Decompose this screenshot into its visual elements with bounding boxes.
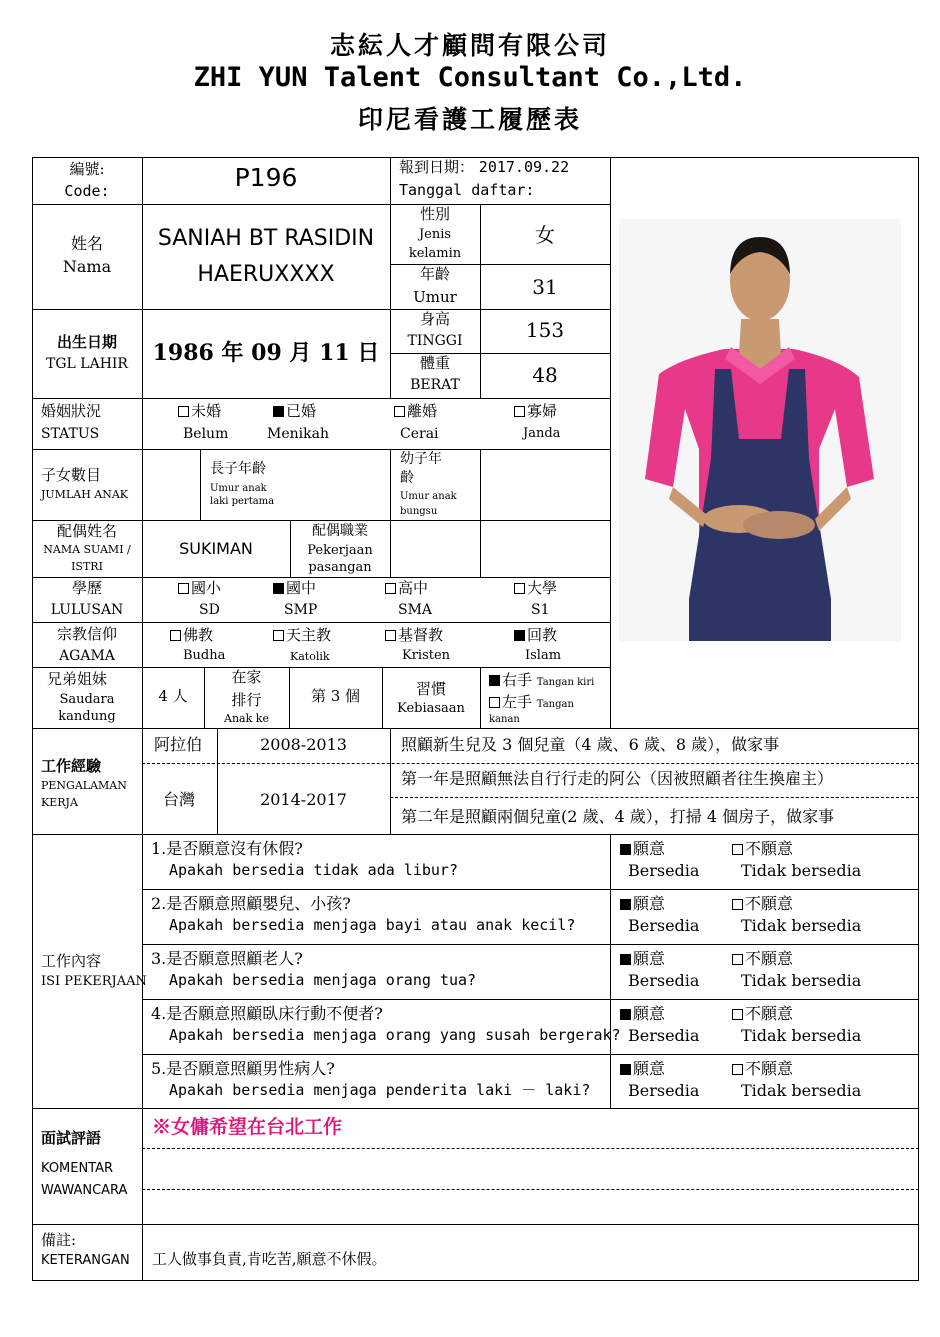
name-label-zh: 姓名: [70, 234, 103, 253]
checkbox-icon: [178, 583, 189, 594]
checkbox-icon: [385, 630, 396, 641]
question-text-zh: 4.是否願意照顧臥床行動不便者?: [151, 1004, 383, 1023]
option-label: 願意: [633, 949, 666, 968]
option-label: 不願意: [745, 949, 794, 968]
code-value: P196: [234, 163, 298, 192]
remarks-label-id: KETERANGAN: [41, 1253, 130, 1268]
education-option-smp-id: SMP: [284, 602, 318, 618]
option-label: 離婚: [407, 402, 438, 420]
question-yes-label-id: Bersedia: [628, 861, 700, 880]
marital-option-divorced[interactable]: [394, 403, 437, 420]
question-no-option[interactable]: [732, 1060, 793, 1078]
question-yes-label-id: Bersedia: [628, 1081, 700, 1100]
habit-left-hand-id-2: kanan: [489, 714, 520, 725]
religion-label-zh: 宗教信仰: [56, 625, 117, 643]
option-label: 已婚: [286, 402, 317, 420]
question-text-id: Apakah bersedia menjaga orang tua?: [169, 971, 477, 989]
education-option-sma[interactable]: [385, 580, 428, 597]
applicant-photo: [619, 219, 901, 641]
education-label-zh: 學歷: [71, 579, 102, 597]
marital-label-id: STATUS: [41, 426, 100, 442]
checkbox-icon: [178, 406, 189, 417]
marital-label-zh: 婚姻狀況: [41, 402, 102, 420]
spouse-label-id-2: ISTRI: [71, 560, 103, 573]
habit-left-hand-option[interactable]: [489, 694, 574, 711]
gender-label-id-2: kelamin: [408, 246, 462, 261]
marital-option-married[interactable]: [273, 403, 316, 420]
option-label: 右手: [502, 671, 533, 689]
weight-value: 48: [532, 363, 558, 387]
height-label-zh: 身高: [419, 310, 450, 328]
remarks-label-zh: 備註:: [41, 1231, 77, 1249]
question-no-option[interactable]: [732, 1005, 793, 1023]
sibling-order-label-zh-2: 排行: [231, 691, 262, 709]
experience-duty-2b: 第二年是照顧兩個兒童(2 歲、4 歲），打掃 4 個房子，做家事: [401, 807, 835, 826]
checkbox-checked-icon: [620, 1009, 631, 1020]
option-label: 國小: [191, 579, 222, 597]
eldest-age-label-id-1: Umur anak: [210, 483, 267, 494]
religion-option-kristen[interactable]: [385, 627, 443, 644]
spouse-label-zh: 配偶姓名: [56, 522, 117, 540]
marital-option-widowed[interactable]: [514, 403, 557, 420]
education-option-sd-id: SD: [199, 602, 220, 618]
experience-duty-2a: 第一年是照顧無法自行行走的阿公（因被照顧者往生換雇主）: [401, 769, 834, 788]
option-label-id: Tangan: [536, 699, 574, 710]
habit-label-id: Kebiasaan: [397, 701, 465, 716]
question-yes-option[interactable]: [620, 1060, 665, 1078]
question-text-zh: 1.是否願意沒有休假?: [151, 839, 303, 858]
report-date-label-zh: 報到日期：: [399, 158, 475, 176]
option-label: 未婚: [191, 402, 222, 420]
question-no-option[interactable]: [732, 840, 793, 858]
option-label: 不願意: [745, 1004, 794, 1023]
question-no-label-id: Tidak bersedia: [741, 1081, 862, 1100]
religion-option-islam[interactable]: [514, 627, 557, 644]
religion-label-id: AGAMA: [59, 648, 115, 664]
checkbox-icon: [514, 583, 525, 594]
option-label: 天主教: [286, 626, 332, 644]
birth-label-id: TGL LAHIR: [46, 356, 128, 372]
education-option-s1-id: S1: [531, 602, 550, 618]
habit-right-hand-option[interactable]: [489, 672, 594, 689]
religion-option-islam-id: Islam: [525, 648, 562, 663]
interview-label-zh: 面試評語: [41, 1129, 102, 1147]
experience-country-2: 台灣: [163, 790, 196, 809]
religion-option-kristen-id: Kristen: [402, 648, 451, 663]
education-label-id: LULUSAN: [50, 602, 124, 618]
sibling-order-label-zh-1: 在家: [231, 668, 262, 686]
sibling-order-value: 第 3 個: [310, 687, 361, 705]
question-yes-option[interactable]: [620, 840, 665, 858]
habit-label-zh: 習慣: [415, 680, 446, 698]
question-no-label-id: Tidak bersedia: [741, 971, 862, 990]
siblings-label-id-2: kandung: [58, 709, 116, 724]
name-line-2: HAERUXXXX: [197, 262, 335, 287]
code-label-id: Code:: [64, 182, 110, 200]
name-line-1: SANIAH BT RASIDIN: [157, 226, 375, 251]
education-option-sma-id: SMA: [398, 602, 433, 618]
education-option-sd[interactable]: [178, 580, 221, 597]
marital-option-divorced-id: Cerai: [400, 426, 439, 442]
marital-option-married-id: Menikah: [267, 426, 329, 442]
marital-option-unmarried[interactable]: [178, 403, 221, 420]
youngest-age-label-id-2: bungsu: [400, 506, 438, 517]
experience-duty-1: 照顧新生兒及 3 個兒童（4 歲、6 歲、8 歲），做家事: [401, 735, 780, 754]
question-text-zh: 2.是否願意照顧嬰兒、小孩?: [151, 894, 351, 913]
youngest-age-label-zh-1: 幼子年: [400, 451, 442, 467]
checkbox-icon: [732, 844, 743, 855]
interview-label-id-2: WAWANCARA: [41, 1183, 128, 1198]
question-yes-option[interactable]: [620, 950, 665, 968]
gender-value: 女: [535, 223, 555, 247]
question-text-id: Apakah bersedia menjaga penderita laki － laki?: [169, 1081, 591, 1099]
option-label: 佛教: [183, 626, 214, 644]
report-date-label: [399, 159, 569, 176]
religion-option-katolik-id: Katolik: [290, 650, 330, 663]
weight-label-zh: 體重: [419, 354, 450, 372]
option-label: 願意: [633, 839, 666, 858]
option-label: 願意: [633, 1059, 666, 1078]
children-label-zh: 子女數目: [41, 466, 102, 484]
option-label: 願意: [633, 894, 666, 913]
company-name-zh: 志紜人才顧問有限公司: [329, 31, 610, 60]
gender-label-id-1: Jenis: [418, 227, 452, 242]
option-label: 不願意: [745, 894, 794, 913]
option-label: 回教: [527, 626, 558, 644]
religion-option-budha-id: Budha: [183, 648, 226, 663]
company-name-en: ZHI YUN Talent Consultant Co.,Ltd.: [193, 62, 747, 93]
checkbox-checked-icon: [620, 954, 631, 965]
eldest-age-label-id-2: laki pertama: [210, 496, 275, 507]
age-label-zh: 年齡: [419, 265, 450, 283]
option-label-id: Tangan kiri: [536, 677, 595, 688]
option-label: 基督教: [398, 626, 444, 644]
children-label-id: JUMLAH ANAK: [41, 488, 129, 501]
marital-option-unmarried-id: Belum: [183, 426, 229, 442]
question-no-option[interactable]: [732, 895, 793, 913]
option-label: 寡婦: [527, 402, 558, 420]
checkbox-icon: [732, 1064, 743, 1075]
document-title: 印尼看護工履歷表: [357, 105, 582, 134]
siblings-label-zh: 兄弟姐妹: [46, 670, 107, 688]
question-no-label-id: Tidak bersedia: [741, 1026, 862, 1045]
eldest-age-label-zh: 長子年齡: [210, 461, 266, 477]
age-value: 31: [532, 275, 558, 299]
question-yes-option[interactable]: [620, 1005, 665, 1023]
question-no-label-id: Tidak bersedia: [741, 916, 862, 935]
option-label: 不願意: [745, 839, 794, 858]
weight-label-id: BERAT: [410, 377, 460, 393]
birth-value: 1986 年 09 月 11 日: [152, 340, 380, 366]
question-text-zh: 3.是否願意照顧老人?: [151, 949, 303, 968]
spouse-name-value: SUKIMAN: [179, 539, 253, 558]
option-label: 國中: [286, 579, 317, 597]
checkbox-icon: [732, 899, 743, 910]
option-label: 大學: [527, 579, 558, 597]
option-label: 願意: [633, 1004, 666, 1023]
religion-option-budha[interactable]: [170, 627, 213, 644]
experience-label-id-1: PENGALAMAN: [41, 779, 127, 792]
spouse-job-label-id-1: Pekerjaan: [307, 543, 373, 558]
question-yes-label-id: Bersedia: [628, 1026, 700, 1045]
question-yes-label-id: Bersedia: [628, 971, 700, 990]
sibling-order-label-id: Anak ke: [224, 712, 269, 725]
checkbox-icon: [732, 1009, 743, 1020]
experience-label-zh: 工作經驗: [41, 757, 102, 775]
checkbox-icon: [394, 406, 405, 417]
gender-label-zh: 性別: [419, 205, 450, 223]
checkbox-icon: [732, 954, 743, 965]
experience-country-1: 阿拉伯: [154, 735, 203, 754]
checkbox-icon: [273, 630, 284, 641]
checkbox-icon: [489, 697, 500, 708]
spouse-label-id-1: NAMA SUAMI /: [43, 543, 131, 556]
question-text-zh: 5.是否願意照顧男性病人?: [151, 1059, 335, 1078]
spouse-job-label-id-2: pasangan: [308, 560, 372, 575]
question-no-option[interactable]: [732, 950, 793, 968]
checkbox-checked-icon: [273, 406, 284, 417]
question-text-id: Apakah bersedia menjaga bayi atau anak kecil?: [169, 916, 576, 934]
siblings-count: 4 人: [158, 687, 188, 705]
checkbox-icon: [385, 583, 396, 594]
spouse-job-label-zh: 配偶職業: [312, 523, 368, 539]
question-yes-option[interactable]: [620, 895, 665, 913]
education-option-smp[interactable]: [273, 580, 316, 597]
job-content-label-id: ISI PEKERJAAN: [41, 974, 147, 989]
checkbox-checked-icon: [620, 844, 631, 855]
age-label-id: Umur: [413, 288, 457, 306]
youngest-age-label-id-1: Umur anak: [400, 491, 457, 502]
option-label: 高中: [398, 579, 429, 597]
interview-label-id-1: KOMENTAR: [41, 1161, 114, 1176]
youngest-age-label-zh-2: 齡: [400, 470, 414, 486]
question-no-label-id: Tidak bersedia: [741, 861, 862, 880]
education-option-s1[interactable]: [514, 580, 557, 597]
code-label-zh: 編號:: [69, 160, 105, 178]
option-label: 左手: [502, 693, 533, 711]
checkbox-icon: [514, 406, 525, 417]
question-text-id: Apakah bersedia menjaga orang yang susah bergerak?: [169, 1026, 621, 1044]
checkbox-checked-icon: [489, 675, 500, 686]
experience-years-2: 2014-2017: [260, 790, 347, 809]
report-date-value: 2017.09.22: [478, 158, 570, 176]
report-date-label-id: Tanggal daftar:: [399, 181, 535, 199]
checkbox-icon: [170, 630, 181, 641]
remarks-value: 工人做事負責,肯吃苦,願意不休假。: [152, 1250, 387, 1268]
job-content-label-zh: 工作內容: [41, 952, 102, 970]
interview-comment: ※女傭希望在台北工作: [152, 1116, 343, 1138]
question-text-id: Apakah bersedia tidak ada libur?: [169, 861, 458, 879]
siblings-label-id-1: Saudara: [59, 692, 115, 707]
checkbox-checked-icon: [514, 630, 525, 641]
height-value: 153: [525, 318, 565, 342]
birth-label-zh: 出生日期: [56, 333, 117, 351]
height-label-id: TINGGI: [407, 333, 463, 349]
question-yes-label-id: Bersedia: [628, 916, 700, 935]
option-label: 不願意: [745, 1059, 794, 1078]
marital-option-widowed-id: Janda: [523, 426, 561, 441]
religion-option-katolik[interactable]: [273, 627, 331, 644]
experience-label-id-2: KERJA: [41, 796, 78, 809]
checkbox-checked-icon: [620, 1064, 631, 1075]
experience-years-1: 2008-2013: [260, 735, 347, 754]
name-label-id: Nama: [62, 257, 112, 276]
checkbox-checked-icon: [273, 583, 284, 594]
checkbox-checked-icon: [620, 899, 631, 910]
